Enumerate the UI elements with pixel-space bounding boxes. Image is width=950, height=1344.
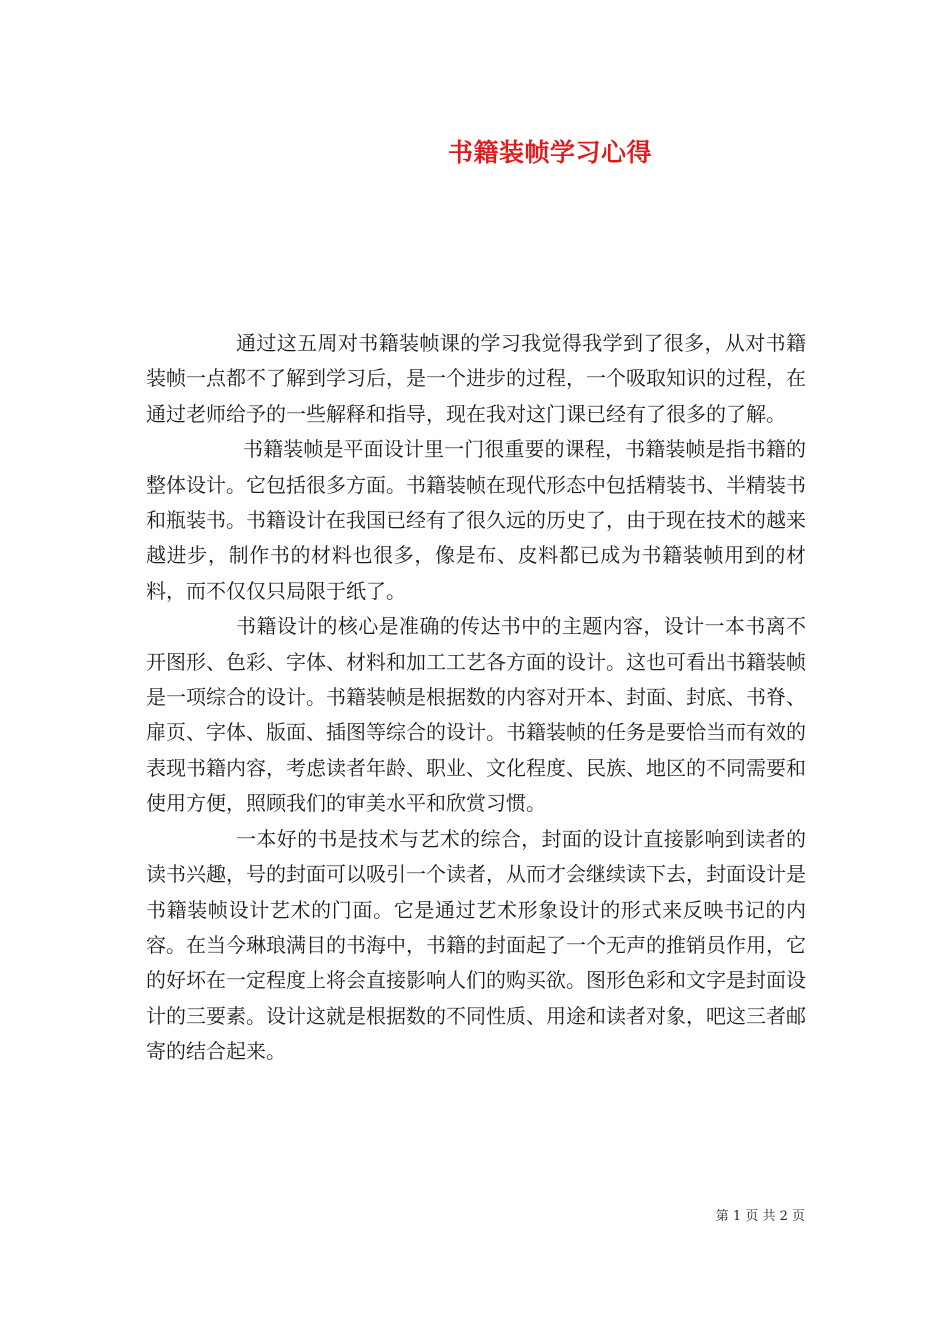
document-body	[146, 326, 806, 1070]
paragraph-1: 通过这五周对书籍装帧课的学习我觉得我学到了很多，从对书籍装帧一点都不了解到学习后，是一个进步的过程，一个吸取知识的过程，在通过老师给予的一些解释和指导，现在我对这门课已经有了很多的了解。	[146, 331, 806, 426]
page-number-footer: 第 1 页 共 2 页	[715, 1209, 805, 1224]
paragraph-2: 书籍装帧是平面设计里一门很重要的课程，书籍装帧是指书籍的整体设计。它包括很多方面。书籍装帧在现代形态中包括精装书、半精装书和瓶装书。书籍设计在我国已经有了很久远的历史了，由于现在技术的越来越进步，制作书的材料也很多，像是布、皮料都已成为书籍装帧用到的材料，而不仅仅只局限于纸了。	[146, 437, 806, 603]
paragraph-4: 一本好的书是技术与艺术的综合，封面的设计直接影响到读者的读书兴趣，号的封面可以吸引一个读者，从而才会继续读下去，封面设计是书籍装帧设计艺术的门面。它是通过艺术形象设计的形式来反映书记的内容。在当今琳琅满目的书海中，书籍的封面起了一个无声的推销员作用，它的好坏在一定程度上将会直接影响人们的购买欲。图形色彩和文字是封面设计的三要素。设计这就是根据数的不同性质、用途和读者对象，吧这三者邮寄的结合起来。	[146, 826, 806, 1064]
document-title: 书籍装帧学习心得	[447, 138, 652, 167]
paragraph-3: 书籍设计的核心是准确的传达书中的主题内容，设计一本书离不开图形、色彩、字体、材料和加工工艺各方面的设计。这也可看出书籍装帧是一项综合的设计。书籍装帧是根据数的内容对开本、封面、封底、书脊、扉页、字体、版面、插图等综合的设计。书籍装帧的任务是要恰当而有效的表现书籍内容，考虑读者年龄、职业、文化程度、民族、地区的不同需要和使用方便，照顾我们的审美水平和欣赏习惯。	[146, 614, 806, 816]
